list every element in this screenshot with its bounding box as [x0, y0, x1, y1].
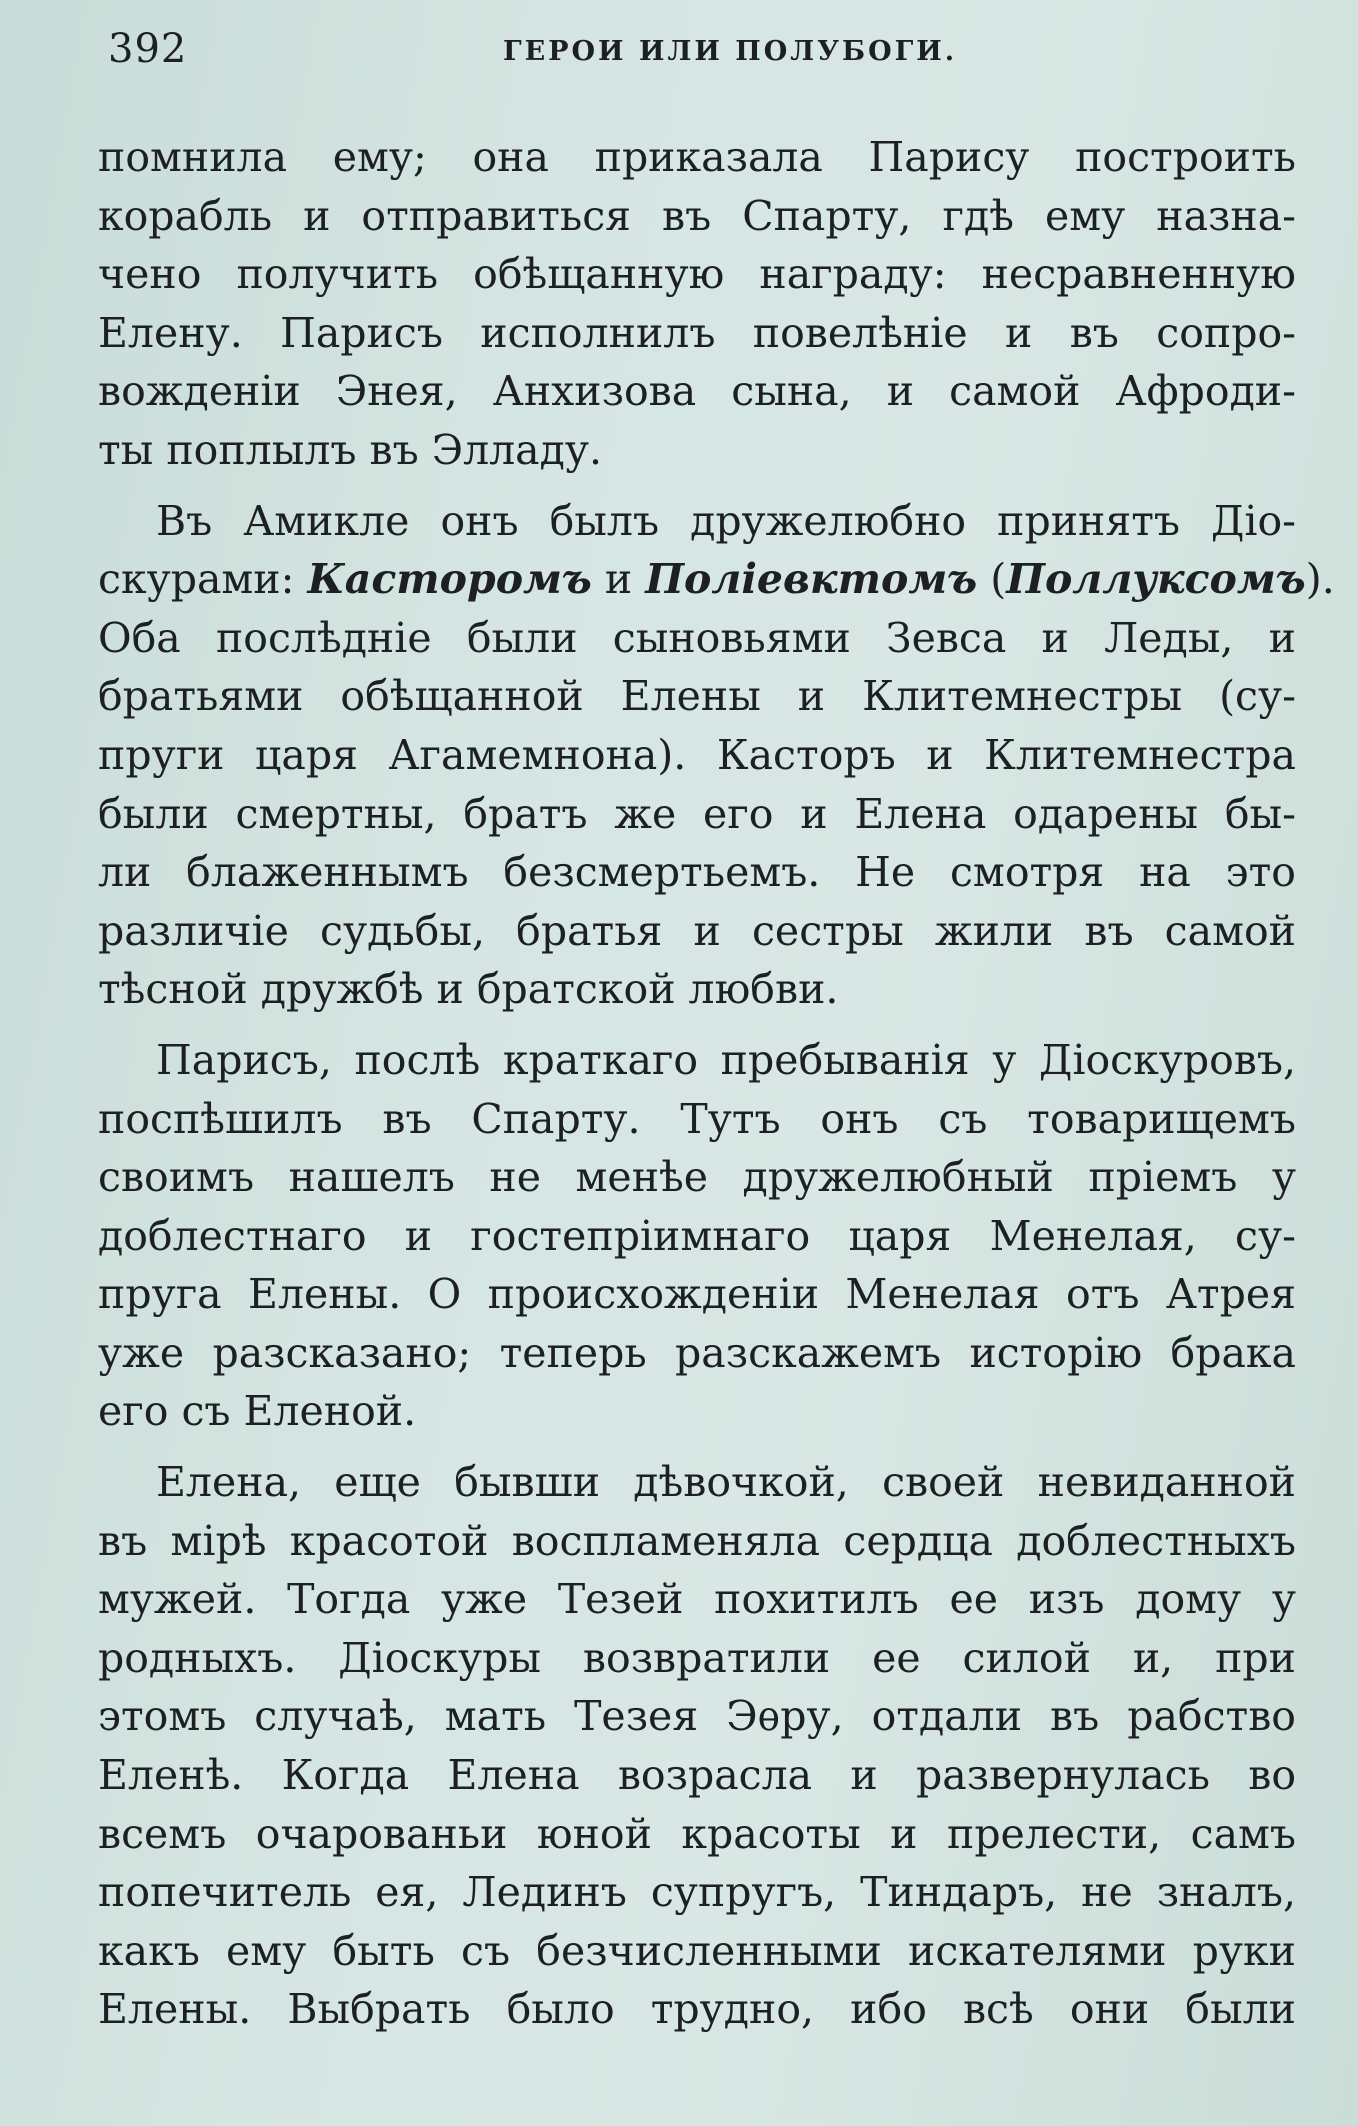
paragraph [98, 1453, 1296, 2039]
text-line: были смертны, братъ же его и Елена одарены бы- [98, 789, 1296, 838]
paragraph [98, 492, 1335, 1019]
conjunction: и [591, 555, 646, 604]
text-line: мужей. Тогда уже Тезей похитилъ ее изъ дому у [98, 1575, 1296, 1624]
text-line: различіе судьбы, братья и сестры жили въ самой [98, 906, 1296, 955]
text-line: пруги царя Агамемнона). Касторъ и Клитемнестра [98, 730, 1296, 779]
text-line: этомъ случаѣ, мать Тезея Эѳру, отдали въ рабство [98, 1692, 1296, 1741]
text-line: Въ Амикле онъ былъ дружелюбно принятъ Діо- [156, 496, 1296, 545]
page-number: 392 [108, 26, 188, 72]
text-line: корабль и отправиться въ Спарту, гдѣ ему назна- [98, 191, 1296, 240]
text-line: Парисъ, послѣ краткаго пребыванія у Діоскуровъ, [156, 1035, 1296, 1084]
close-paren: ). [1305, 555, 1335, 604]
text-line: братьями обѣщанной Елены и Клитемнестры (су- [98, 672, 1296, 721]
body-text [98, 128, 1335, 2039]
text-line: чено получить обѣщанную награду: несравненную [98, 250, 1296, 299]
text-line: уже разсказано; теперь разскажемъ исторію брака [98, 1328, 1296, 1377]
text-line: какъ ему быть съ безчисленными искателями руки [98, 1926, 1296, 1975]
paragraph [98, 128, 1296, 480]
text-line: попечитель ея, Лединъ супругъ, Тиндаръ, не зналъ, [98, 1868, 1296, 1917]
text-line: вожденіи Энея, Анхизова сына, и самой Афроди- [98, 367, 1296, 416]
open-paren: ( [977, 555, 1007, 604]
text-line: всемъ очарованьи юной красоты и прелести, самъ [98, 1809, 1296, 1858]
text-line: Елены. Выбрать было трудно, ибо всѣ они были [98, 1985, 1296, 2034]
text-line: Оба послѣдніе были сыновьями Зевса и Леды, и [98, 613, 1296, 662]
text-line: доблестнаго и гостепріимнаго царя Менелая, су- [98, 1211, 1296, 1260]
text-line-with-names [98, 550, 1335, 609]
text-line: въ мірѣ красотой воспламеняла сердца доблестныхъ [98, 1516, 1296, 1565]
text-line: помнила ему; она приказала Парису построить [98, 133, 1296, 181]
name-castor: Касторомъ [307, 555, 592, 604]
text-line: поспѣшилъ въ Спарту. Тутъ онъ съ товарищемъ [98, 1094, 1296, 1143]
text-line: тѣсной дружбѣ и братской любви. [98, 965, 839, 1014]
line-start: скурами: [98, 555, 308, 604]
text-line: родныхъ. Діоскуры возвратили ее силой и, при [98, 1633, 1296, 1682]
text-line: Елену. Парисъ исполнилъ повелѣніе и въ сопро- [98, 308, 1296, 357]
text-line: Еленѣ. Когда Елена возрасла и развернулась во [98, 1751, 1296, 1800]
text-line: ли блаженнымъ безсмертьемъ. Не смотря на это [98, 848, 1296, 897]
text-line: его съ Еленой. [98, 1387, 417, 1436]
name-polydeuces: Полiевктомъ [645, 555, 978, 604]
name-pollux: Поллуксомъ [1006, 555, 1306, 604]
text-line: пруга Елены. О происхожденіи Менелая отъ Атрея [98, 1270, 1296, 1319]
page-header [108, 26, 1298, 86]
text-line: Елена, еще бывши дѣвочкой, своей невиданной [156, 1458, 1296, 1507]
paragraph [98, 1031, 1296, 1441]
running-title: ГЕРОИ ИЛИ ПОЛУБОГИ. [503, 36, 958, 67]
text-line: своимъ нашелъ не менѣе дружелюбный пріемъ у [98, 1153, 1296, 1202]
text-line: ты поплылъ въ Элладу. [98, 425, 603, 474]
